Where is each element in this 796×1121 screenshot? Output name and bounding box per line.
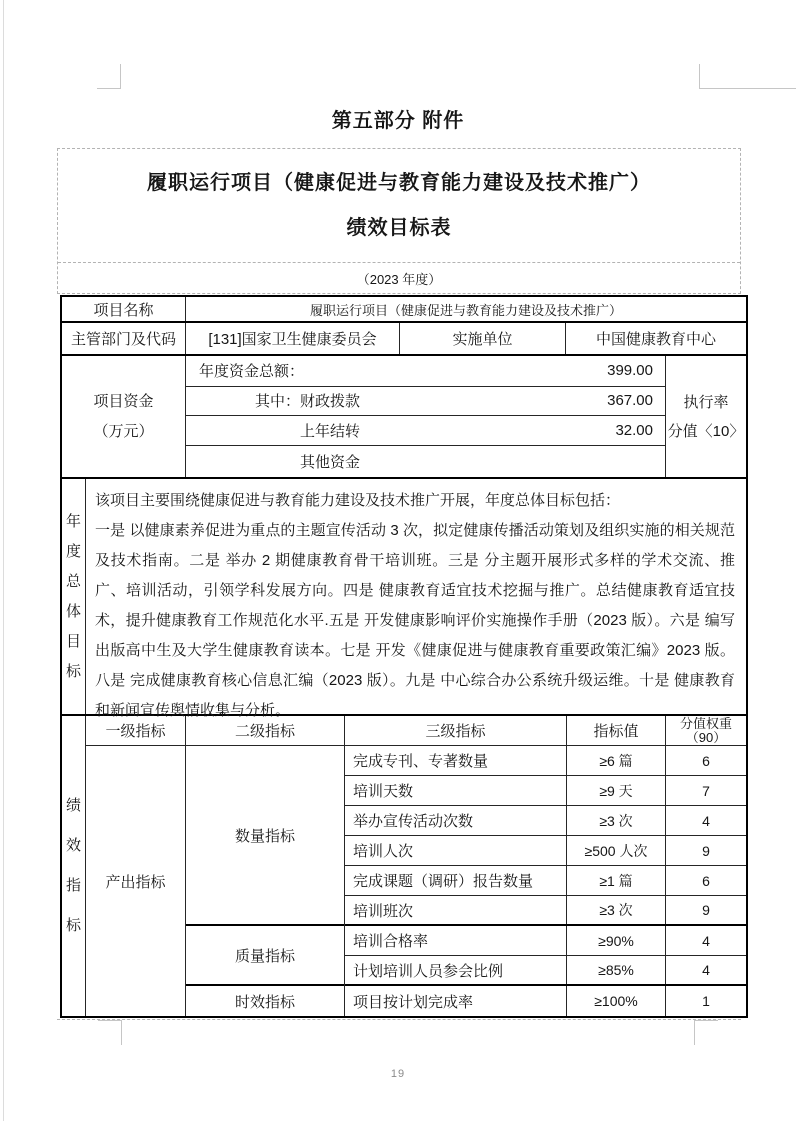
funds-label bbox=[62, 356, 186, 477]
page-number: 19 bbox=[390, 1068, 406, 1080]
indicator-weight: 4 bbox=[702, 962, 710, 978]
annual-goal-text bbox=[86, 479, 746, 719]
level2-timeliness: 时效指标 bbox=[234, 993, 295, 1011]
indicator-name: 完成课题（调研）报告数量 bbox=[345, 866, 567, 895]
indicator-value: ≥9 天 bbox=[567, 776, 666, 805]
indicators-header-row bbox=[86, 716, 746, 746]
document-title-line2: 绩效目标表 bbox=[346, 217, 452, 240]
table-row-funds bbox=[62, 356, 746, 479]
table-row bbox=[345, 896, 746, 926]
annual-goal-char: 年 bbox=[65, 512, 81, 530]
indicator-value: ≥3 次 bbox=[567, 806, 666, 835]
indicator-weight: 9 bbox=[702, 842, 710, 859]
indicator-weight: 7 bbox=[702, 782, 710, 799]
funds-fiscal-value: 367.00 bbox=[607, 392, 653, 410]
indicators-label bbox=[62, 716, 86, 1016]
level2-quantity: 数量指标 bbox=[186, 746, 344, 926]
indicators-char: 标 bbox=[65, 917, 81, 934]
indicator-name: 计划培训人员参会比例 bbox=[345, 956, 567, 984]
table-row-project-name bbox=[62, 297, 746, 323]
margin-crop-mark-top-right bbox=[699, 64, 796, 89]
level2-column bbox=[186, 746, 345, 1016]
indicator-rows bbox=[345, 746, 746, 1016]
annual-goal-label bbox=[62, 479, 86, 714]
table-row bbox=[345, 926, 746, 956]
funds-carryover-label: 上年结转 bbox=[299, 422, 360, 440]
indicator-value: ≥100% bbox=[567, 986, 666, 1016]
table-row bbox=[345, 866, 746, 896]
indicator-value: ≥500 人次 bbox=[567, 836, 666, 865]
header-weight-line1: 分值权重 bbox=[679, 715, 732, 731]
table-row bbox=[345, 806, 746, 836]
header-weight bbox=[666, 716, 746, 745]
project-name-label: 项目名称 bbox=[62, 297, 186, 321]
indicator-weight: 1 bbox=[702, 993, 710, 1009]
table-row-indicators bbox=[62, 716, 746, 1016]
margin-crop-mark-bottom-right bbox=[694, 1020, 718, 1045]
funds-label-line2: （万元） bbox=[93, 422, 154, 440]
indicator-weight: 6 bbox=[702, 872, 710, 889]
execution-rate-line2: 分值〈10〉 bbox=[667, 422, 745, 440]
annual-goal-char: 目 bbox=[65, 632, 81, 650]
implementing-unit-value: 中国健康教育中心 bbox=[595, 331, 716, 348]
annual-goal-intro: 该项目主要围绕健康促进与教育能力建设及技术推广开展，年度总体目标包括： bbox=[95, 492, 621, 509]
indicator-weight: 6 bbox=[702, 752, 710, 769]
funds-total-label: 年度资金总额： bbox=[199, 363, 305, 381]
section-heading: 第五部分 附件 bbox=[331, 110, 465, 132]
funds-other-value bbox=[400, 446, 665, 477]
indicator-value: ≥90% bbox=[567, 926, 666, 955]
header-level1: 一级指标 bbox=[86, 716, 186, 745]
indicator-name: 举办宣传活动次数 bbox=[345, 806, 567, 835]
indicator-value: ≥1 篇 bbox=[567, 866, 666, 895]
execution-rate-line1: 执行率 bbox=[683, 393, 729, 411]
table-row-annual-goal bbox=[62, 479, 746, 719]
implementing-unit-label: 实施单位 bbox=[400, 323, 566, 354]
annual-goal-char: 度 bbox=[65, 542, 81, 560]
indicator-value: ≥3 次 bbox=[567, 896, 666, 924]
indicator-weight: 4 bbox=[702, 932, 710, 949]
table-row bbox=[345, 776, 746, 806]
bottom-margin-boundary-line bbox=[57, 1019, 741, 1020]
document-title bbox=[58, 149, 740, 263]
performance-target-table bbox=[60, 295, 748, 1018]
page-edge-line bbox=[3, 0, 4, 1121]
table-row-department bbox=[62, 323, 746, 356]
indicator-name: 培训人次 bbox=[345, 836, 567, 865]
funds-row-carryover bbox=[186, 416, 665, 446]
funds-row-total bbox=[186, 356, 665, 387]
indicator-name: 培训班次 bbox=[345, 896, 567, 924]
funds-row-fiscal bbox=[186, 387, 665, 417]
indicators-grid bbox=[86, 716, 746, 1016]
title-block bbox=[57, 148, 741, 294]
funds-carryover-value: 32.00 bbox=[615, 421, 653, 439]
table-row bbox=[345, 956, 746, 986]
level2-quality: 质量指标 bbox=[186, 926, 344, 986]
indicator-name: 培训合格率 bbox=[345, 926, 567, 955]
indicator-name: 完成专刊、专著数量 bbox=[345, 746, 567, 775]
document-year: （2023 年度） bbox=[356, 271, 442, 287]
indicators-body bbox=[86, 746, 746, 1016]
funds-other-label: 其他资金 bbox=[299, 453, 360, 471]
department-label: 主管部门及代码 bbox=[62, 323, 186, 354]
funds-breakdown bbox=[186, 356, 666, 477]
funds-label-line1: 项目资金 bbox=[93, 392, 154, 410]
indicator-weight: 9 bbox=[702, 902, 710, 918]
indicator-name: 项目按计划完成率 bbox=[345, 986, 567, 1016]
indicators-char: 指 bbox=[65, 877, 81, 894]
indicator-value: ≥6 篇 bbox=[567, 746, 666, 775]
level1-indicator: 产出指标 bbox=[86, 746, 186, 1016]
execution-rate-score bbox=[666, 356, 746, 477]
annual-goal-char: 体 bbox=[65, 602, 81, 620]
funds-fiscal-label: 其中：财政拨款 bbox=[254, 393, 360, 411]
annual-goal-char: 标 bbox=[65, 662, 81, 680]
header-weight-line2: （90） bbox=[685, 729, 727, 745]
annual-goal-char: 总 bbox=[65, 572, 81, 590]
margin-crop-mark-bottom-left bbox=[98, 1020, 122, 1045]
project-name-value: 履职运行项目（健康促进与教育能力建设及技术推广） bbox=[309, 302, 622, 318]
funds-total-value: 399.00 bbox=[607, 362, 653, 380]
table-row bbox=[345, 986, 746, 1016]
indicator-value: ≥85% bbox=[567, 956, 666, 984]
indicator-name: 培训天数 bbox=[345, 776, 567, 805]
indicators-char: 绩 bbox=[65, 797, 81, 814]
indicators-char: 效 bbox=[65, 837, 81, 854]
department-value: [131]国家卫生健康委员会 bbox=[186, 323, 400, 354]
funds-row-other bbox=[186, 446, 665, 477]
header-level3: 三级指标 bbox=[345, 716, 567, 745]
document-title-line1: 履职运行项目（健康促进与教育能力建设及技术推广） bbox=[147, 171, 651, 194]
annual-goal-body: 一是 以健康素养促进为重点的主题宣传活动 3 次，拟定健康传播活动策划及组织实施的相关规范及技术指南。二是 举办 2 期健康教育骨干培训班。三是 分主题开展形式多样的学术交流、推广、培训活动，引领学科发展方向。四是 健康教育适宜技术挖掘与推广。总结健康教育适宜技术，提升健康教育工作规范化水平.五是 开发健康影响评价实施操作手册（2023 版）。六是 编写出版高中生及大学生健康教育读本。七是 开发《健康促进与健康教育重要政策汇编》2023 版。八是 完成健康教育核心信息汇编（2023 版）。九是 中心综合办公系统升级运维。十是 健康教育和新闻宣传舆情收集与分析。 bbox=[95, 522, 735, 719]
indicator-weight: 4 bbox=[702, 812, 710, 829]
header-value: 指标值 bbox=[567, 716, 666, 745]
table-row bbox=[345, 836, 746, 866]
header-level2: 二级指标 bbox=[186, 716, 345, 745]
margin-crop-mark-top-left bbox=[97, 64, 121, 89]
table-row bbox=[345, 746, 746, 776]
